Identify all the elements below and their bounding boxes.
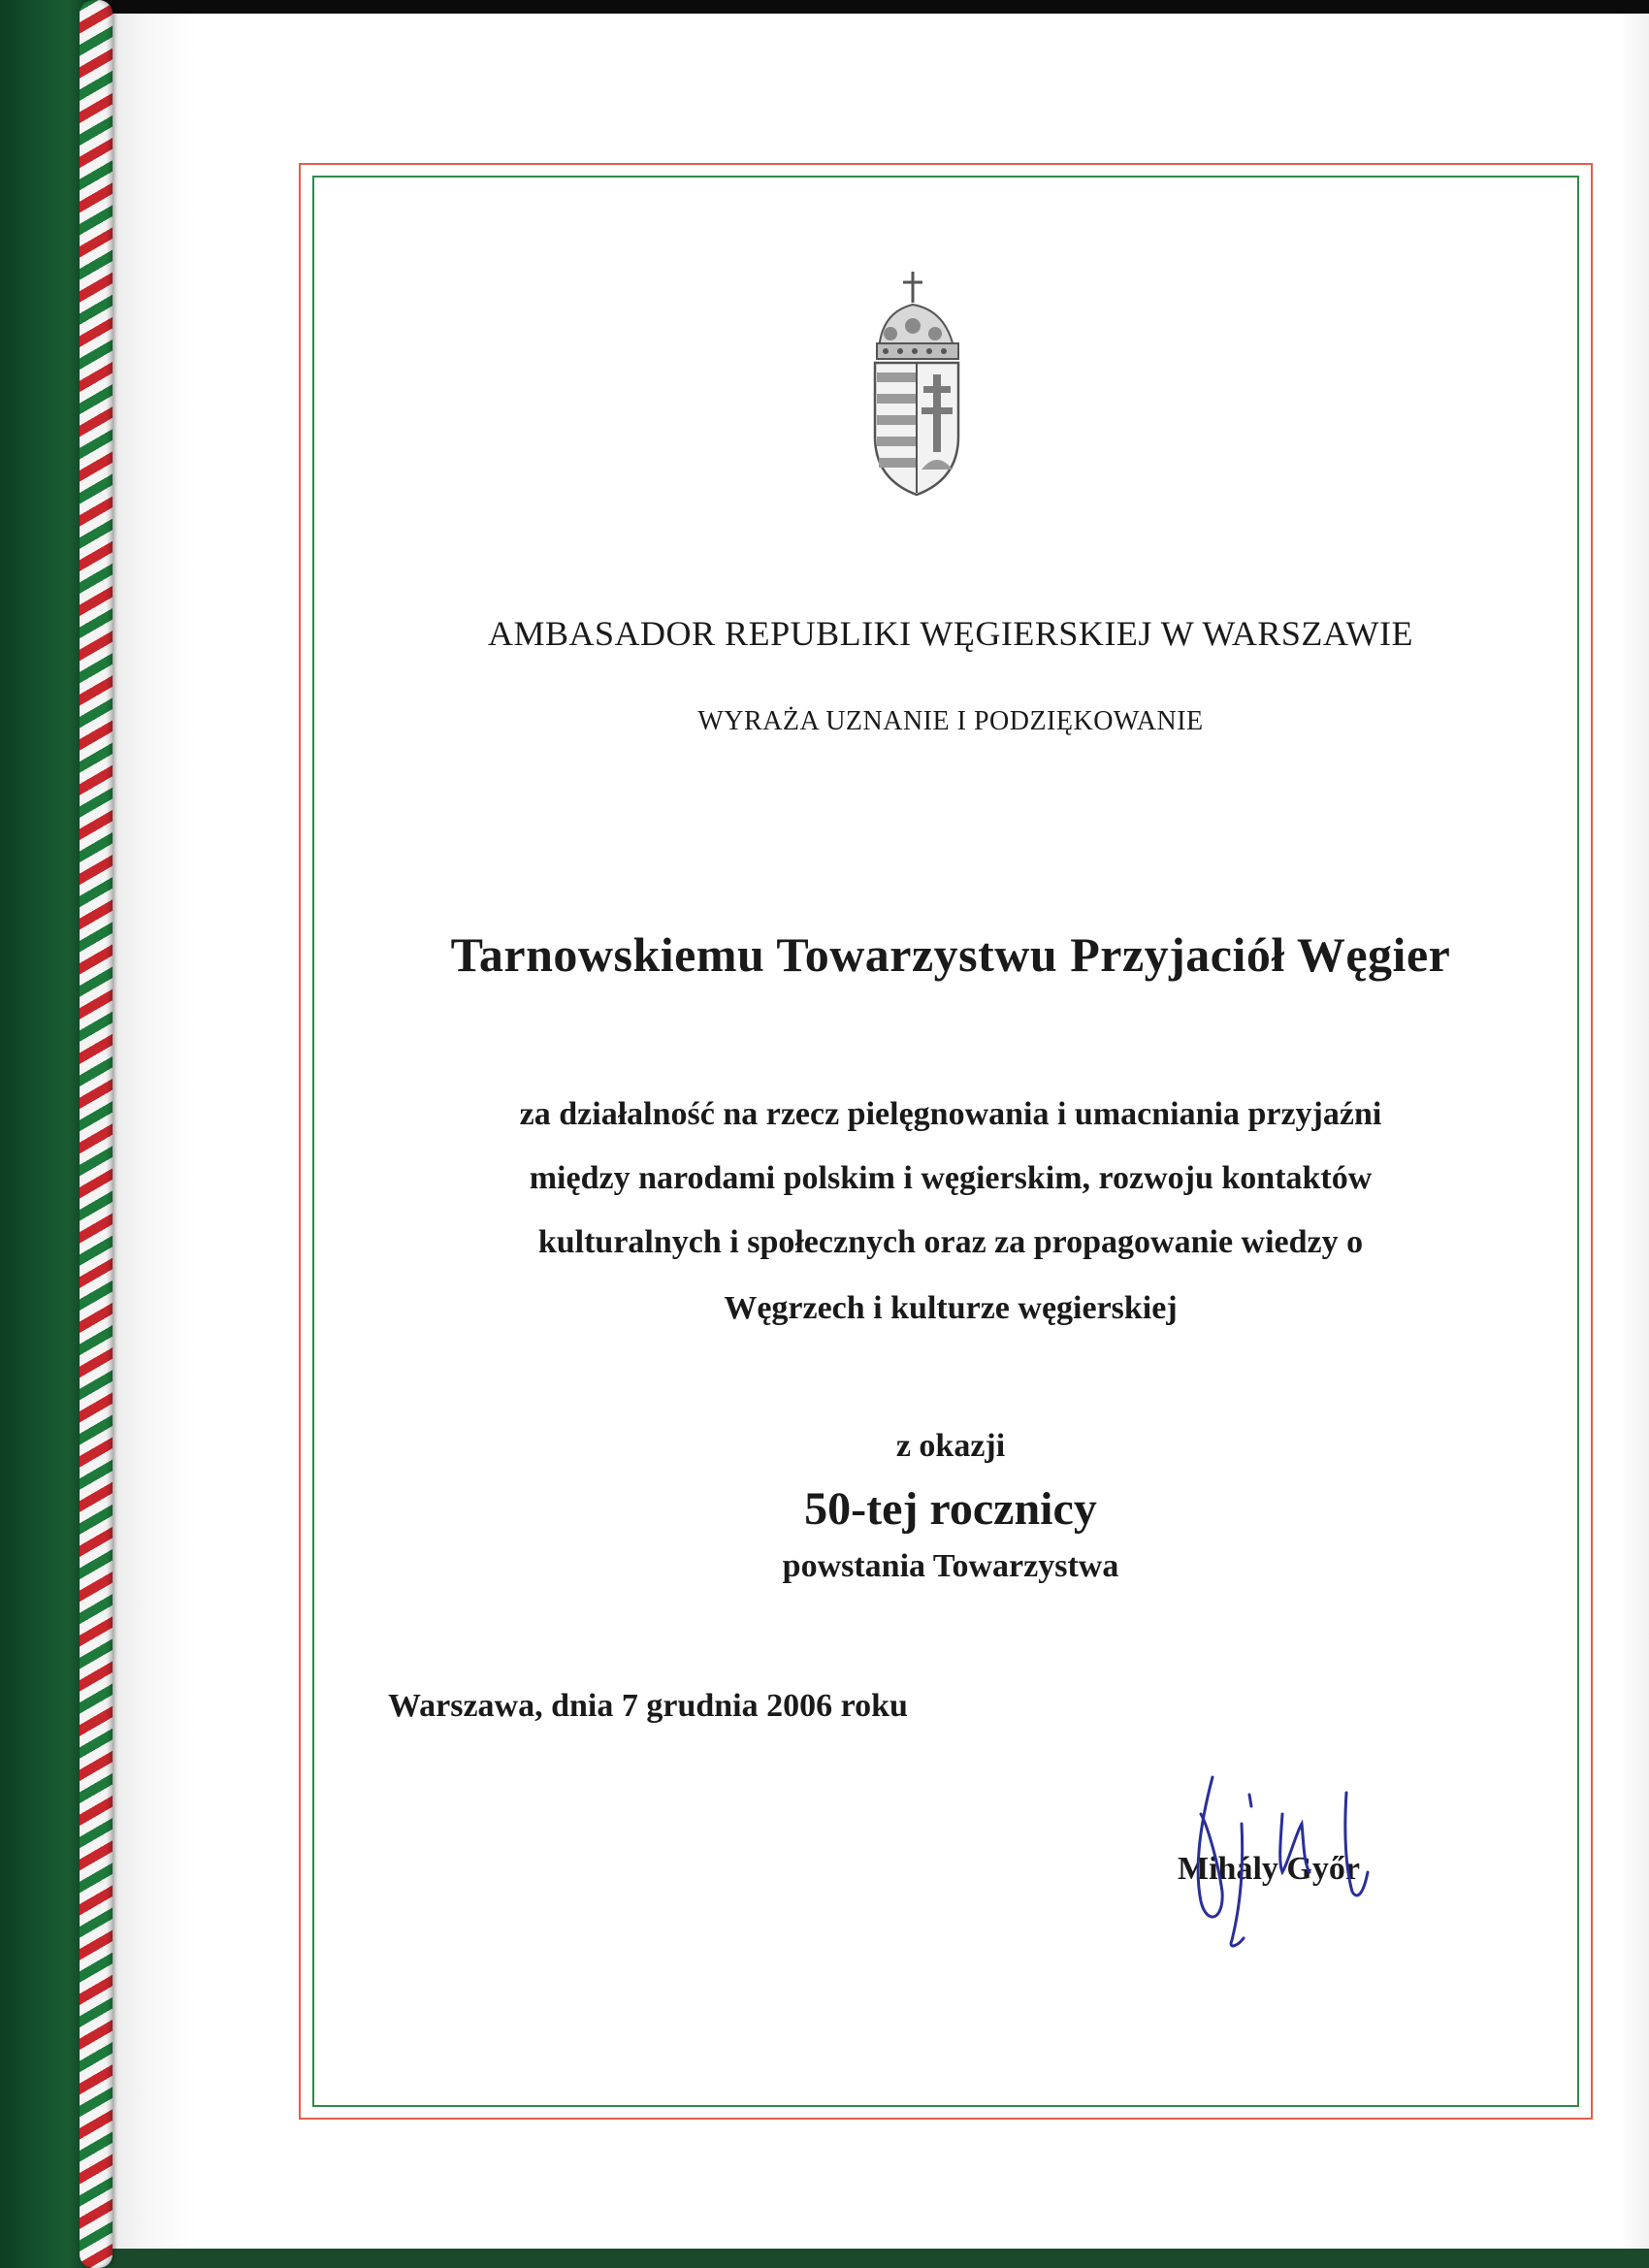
certificate-heading: AMBASADOR REPUBLIKI WĘGIERSKIEJ W WARSZAWIE	[488, 614, 1413, 653]
occasion-anniversary: 50-tej rocznicy	[804, 1483, 1097, 1535]
signatory-name: Mihály Győr	[1178, 1851, 1360, 1887]
occasion-intro: z okazji	[895, 1428, 1006, 1464]
certificate-subheading: WYRAŻA UZNANIE I PODZIĘKOWANIE	[697, 706, 1204, 736]
folder-cover	[0, 0, 89, 2268]
page-edge	[1620, 14, 1649, 2249]
occasion-subject: powstania Towarzystwa	[782, 1548, 1119, 1584]
hungarian-coat-of-arms-icon	[871, 266, 997, 510]
folder-cover-bottom	[89, 2249, 1649, 2268]
place-and-date: Warszawa, dnia 7 grudnia 2006 roku	[388, 1688, 908, 1724]
citation-line: Węgrzech i kulturze węgierskiej	[724, 1290, 1178, 1326]
tricolor-cord	[80, 0, 113, 2268]
citation-line: między narodami polskim i węgierskim, rozwoju kontaktów	[529, 1160, 1373, 1196]
recipient-name: Tarnowskiemu Towarzystwu Przyjaciół Węgier	[450, 927, 1451, 982]
handwritten-signature	[1174, 1756, 1474, 1950]
citation-line: kulturalnych i społecznych oraz za propagowanie wiedzy o	[537, 1224, 1364, 1260]
folder-top-edge	[0, 0, 1649, 14]
citation-line: za działalność na rzecz pielęgnowania i umacniania przyjaźni	[519, 1096, 1382, 1132]
